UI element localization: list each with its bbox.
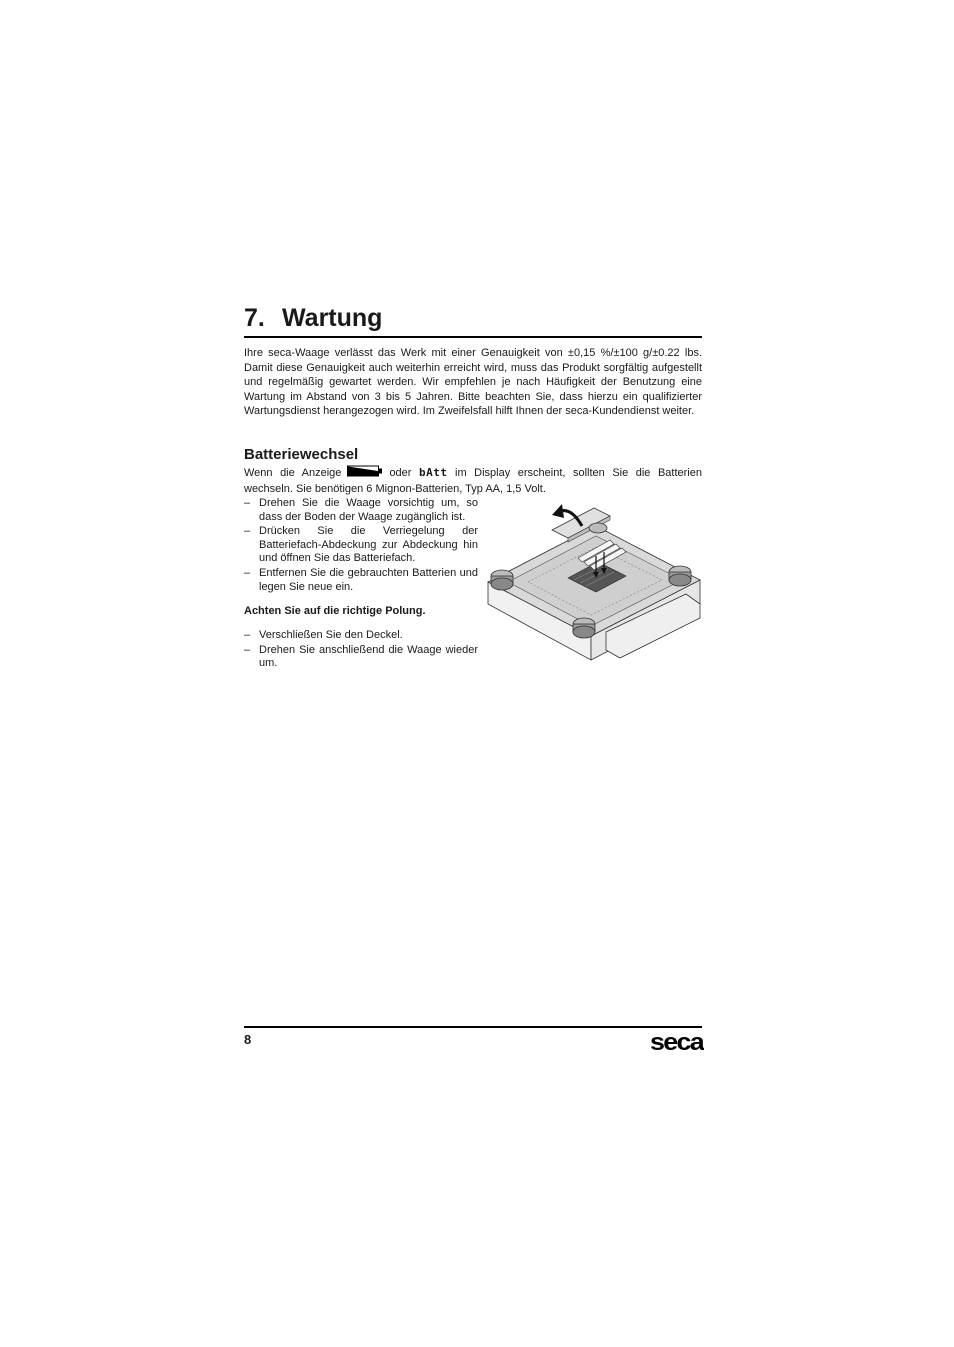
list-item: [244, 629, 478, 643]
footer-rule: [244, 1026, 702, 1028]
title-rule: [244, 336, 702, 338]
chapter-number: 7.: [244, 304, 265, 332]
list-dash: –: [244, 525, 251, 538]
list-dash: –: [244, 643, 251, 656]
lead-text-3: im Display erscheint, sollten Sie die Batterien wechseln. Sie benötigen 6 Mignon-Batterien, Typ AA, 1,5 Volt.: [244, 467, 702, 495]
polarity-note: Achten Sie auf die richtige Polung.: [244, 605, 426, 617]
step-text: Verschließen Sie den Deckel.: [259, 629, 403, 641]
list-dash: –: [244, 566, 251, 579]
list-dash: –: [244, 629, 251, 641]
batt-display-text: bAtt: [419, 466, 448, 480]
step-text: Drücken Sie die Verriegelung der Batteriefach-Abdeckung zur Abdeckung hin und öffnen Sie das Batteriefach.: [259, 525, 478, 565]
seca-logo: [650, 1026, 704, 1054]
page-number: 8: [244, 1032, 252, 1047]
seca-logo-text: seca: [650, 1029, 704, 1054]
list-item: [244, 644, 478, 671]
scale-battery-illustration: [486, 500, 702, 664]
chapter-title: [244, 303, 702, 333]
section-lead: [244, 465, 702, 496]
chapter-title-text: Wartung: [282, 304, 383, 332]
intro-paragraph: Ihre seca-Waage verlässt das Werk mit einer Genauigkeit von ±0,15 %/±100 g/±0.22 lbs. Damit diese Genauigkeit auch weiterhin erreicht wird, muss das Produkt sorgfältig aufgestellt und regelmäßig gewartet werden. Wir empfehlen je nach Häufigkeit der Benutzung eine Wartung im Abstand von 3 bis 5 Jahren. Bitte beachten Sie, dass hierzu ein qualifizierter Wartungsdienst herangezogen wird. Im Zweifelsfall hilft Ihnen der seca-Kundendienst weiter.: [244, 347, 702, 418]
list-item: [244, 497, 478, 524]
step-text: Entfernen Sie die gebrauchten Batterien und legen Sie neue ein.: [259, 566, 478, 593]
steps-list-after: [244, 629, 478, 672]
list-item: [244, 525, 478, 566]
section-title: Batteriewechsel: [244, 446, 359, 463]
steps-list-before: [244, 497, 478, 595]
list-item: [244, 567, 478, 594]
lead-text-1: Wenn die Anzeige: [244, 467, 342, 480]
step-text: Drehen Sie anschließend die Waage wieder um.: [259, 643, 478, 670]
battery-low-icon: [347, 465, 383, 482]
lead-text-2: oder: [389, 467, 412, 480]
step-text: Drehen Sie die Waage vorsichtig um, so dass der Boden der Waage zugänglich ist.: [259, 497, 478, 523]
list-dash: –: [244, 497, 251, 509]
